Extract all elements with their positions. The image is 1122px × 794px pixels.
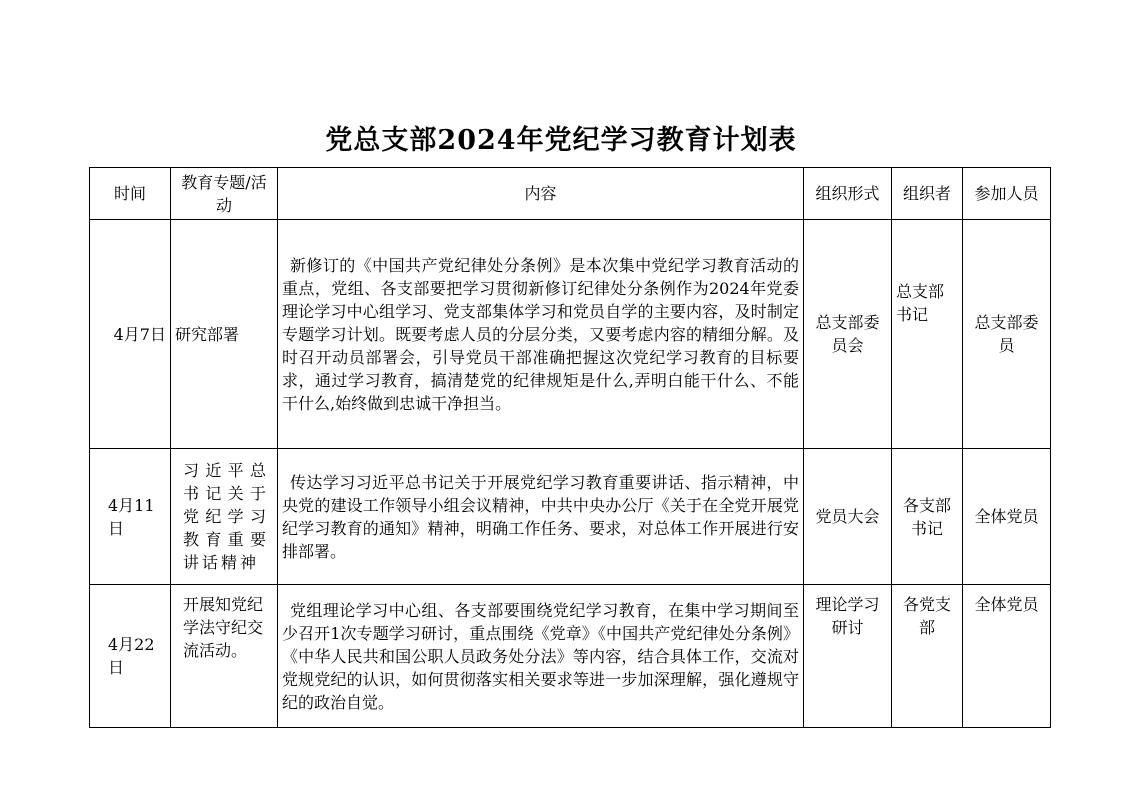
page-title: 党总支部2024年党纪学习教育计划表 <box>325 125 797 156</box>
cell-topic: 习近平总书记关于党纪学习教育重要讲话精神 <box>171 449 278 585</box>
cell-participants: 全体党员 <box>963 449 1051 585</box>
table-row <box>90 585 1051 728</box>
header-form: 组织形式 <box>804 168 892 220</box>
plan-table <box>89 167 1051 728</box>
cell-form: 党员大会 <box>804 449 892 585</box>
table-row <box>90 449 1051 585</box>
cell-topic: 开展知党纪学法守纪交流活动。 <box>171 585 278 728</box>
table-header-row <box>90 168 1051 220</box>
cell-form: 总支部委员会 <box>804 220 892 449</box>
cell-content: 传达学习习近平总书记关于开展党纪学习教育重要讲话、指示精神，中央党的建设工作领导小组会议精神，中共中央办公厅《关于在全党开展党纪学习教育的通知》精神，明确工作任务、要求，对总体工作开展进行安排部署。 <box>278 449 804 585</box>
cell-time: 4月11日 <box>90 449 171 585</box>
cell-organizer: 总支部书记 <box>892 220 963 449</box>
cell-content: 党组理论学习中心组、各支部要围绕党纪学习教育，在集中学习期间至少召开1次专题学习研讨，重点围绕《党章》《中国共产党纪律处分条例》《中华人民共和国公职人员政务处分法》等内容，结合具体工作，交流对党规党纪的认识，如何贯彻落实相关要求等进一步加深理解，强化遵规守纪的政治自觉。 <box>278 585 804 728</box>
header-participants: 参加人员 <box>963 168 1051 220</box>
cell-participants: 全体党员 <box>963 585 1051 728</box>
cell-form: 理论学习研讨 <box>804 585 892 728</box>
header-topic: 教育专题/活动 <box>171 168 278 220</box>
cell-time: 4月22日 <box>90 585 171 728</box>
header-organizer: 组织者 <box>892 168 963 220</box>
cell-participants: 总支部委员 <box>963 220 1051 449</box>
cell-content: 新修订的《中国共产党纪律处分条例》是本次集中党纪学习教育活动的重点，党组、各支部要把学习贯彻新修订纪律处分条例作为2024年党委理论学习中心组学习、党支部集体学习和党员自学的主要内容，及时制定专题学习计划。既要考虑人员的分层分类，又要考虑内容的精细分解。及时召开动员部署会，引导党员干部准确把握这次党纪学习教育的目标要求，通过学习教育，搞清楚党的纪律规矩是什么,弄明白能干什么、不能干什么,始终做到忠诚干净担当。 <box>278 220 804 449</box>
header-time: 时间 <box>90 168 171 220</box>
table-row <box>90 220 1051 449</box>
cell-organizer: 各党支部 <box>892 585 963 728</box>
header-content: 内容 <box>278 168 804 220</box>
cell-organizer: 各支部书记 <box>892 449 963 585</box>
cell-time: 4月7日 <box>90 220 171 449</box>
cell-topic: 研究部署 <box>171 220 278 449</box>
